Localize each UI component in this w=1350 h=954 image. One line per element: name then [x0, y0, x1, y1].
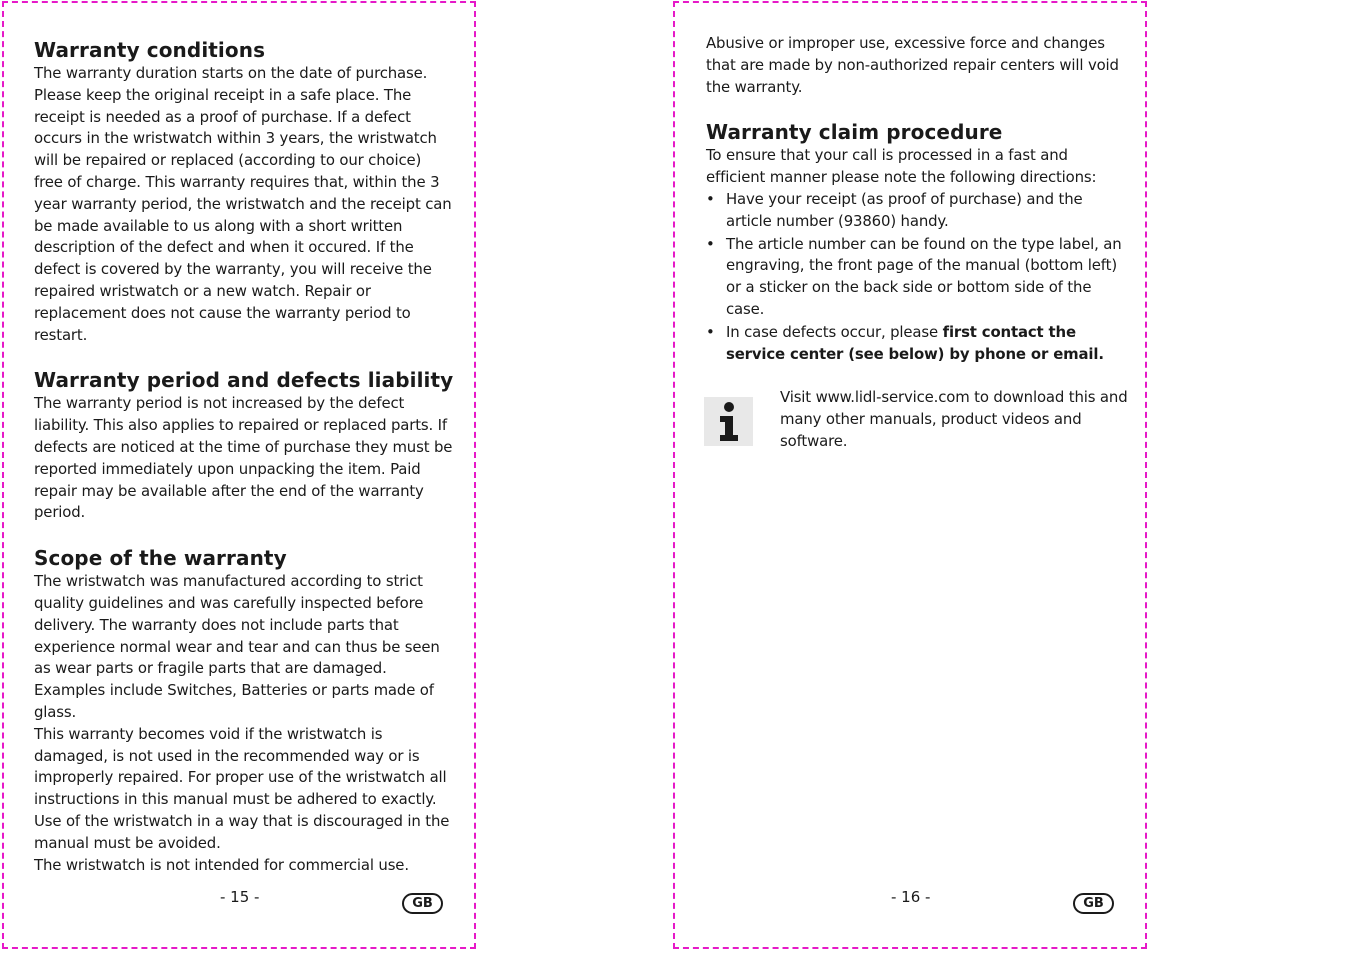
right-page: [673, 1, 1147, 949]
section-heading-claim-procedure: Warranty claim procedure: [706, 120, 1003, 145]
list-item: [706, 189, 1126, 233]
page-number: - 16 -: [891, 888, 931, 906]
info-note: [706, 387, 1126, 457]
list-item-text: Have your receipt (as proof of purchase) and the article number (93860) handy.: [726, 189, 1083, 230]
info-text: Visit www.lidl-service.com to download this and many other manuals, product videos and software.: [780, 388, 1128, 450]
lead-paragraph: To ensure that your call is processed in a fast and efficient manner please note the following directions:: [706, 146, 1097, 187]
language-badge: GB: [1073, 893, 1114, 914]
list-item: [706, 322, 1126, 366]
bullet-icon: •: [706, 189, 715, 208]
section-body-scope-2: This warranty becomes void if the wristwatch is damaged, is not used in the recommended way or is improperly repaired. For proper use of the wristwatch all instructions in this manual must be adhered to exactly. Use of the wristwatch in a way that is discouraged in the manual must be avoided.: [34, 724, 450, 852]
page-number: - 15 -: [220, 888, 260, 906]
section-body-warranty-period: The warranty period is not increased by the defect liability. This also applies to repaired or replaced parts. If defects are noticed at the time of purchase they must be reported immediately upon unpacking the item. Paid repair may be available after the end of the warranty period.: [34, 394, 453, 522]
intro-paragraph: Abusive or improper use, excessive force and changes that are made by non-authorized repair centers will void the warranty.: [706, 34, 1119, 96]
bullet-icon: •: [706, 234, 715, 253]
section-heading-warranty-conditions: Warranty conditions: [34, 38, 266, 62]
info-icon: [704, 397, 753, 446]
list-item-text: In case defects occur, please: [726, 322, 943, 341]
left-page: [2, 1, 476, 949]
section-body-warranty-conditions: The warranty duration starts on the date of purchase. Please keep the original receipt in a safe place. The receipt is needed as a proof of purchase. If a defect occurs in the wristwatch within 3 years, the wristwatch will be repaired or replaced (according to our choice) free of charge. This warranty requires that, within the 3 year warranty period, the wristwatch and the receipt can be made available to us along with a short written description of the defect and when it occured. If the defect is covered by the warranty, you will receive the repaired wristwatch or a new watch. Repair or replacement does not cause the warranty period to restart.: [34, 64, 452, 344]
right-page-content: [706, 33, 1126, 457]
list-item-text: The article number can be found on the type label, an engraving, the front page of the manual (bottom left) or a sticker on the back side or bottom side of the case.: [726, 234, 1122, 318]
list-item-bold-text: first contact the service center (see below) by phone or email.: [726, 322, 1104, 363]
section-body-scope-1: The wristwatch was manufactured according to strict quality guidelines and was carefully inspected before delivery. The warranty does not include parts that experience normal wear and tear and can thus be seen as wear parts or fragile parts that are damaged. Examples include Switches, Batteries or parts made of glass.: [34, 572, 440, 721]
language-badge: GB: [402, 893, 443, 914]
section-heading-scope: Scope of the warranty: [34, 546, 287, 571]
list-item: [706, 234, 1126, 321]
directions-list: [706, 189, 1126, 365]
bullet-icon: •: [706, 322, 715, 341]
left-page-content: [34, 37, 454, 876]
section-body-scope-3: The wristwatch is not intended for commercial use.: [34, 855, 409, 874]
section-heading-warranty-period: Warranty period and defects liability: [34, 368, 454, 393]
